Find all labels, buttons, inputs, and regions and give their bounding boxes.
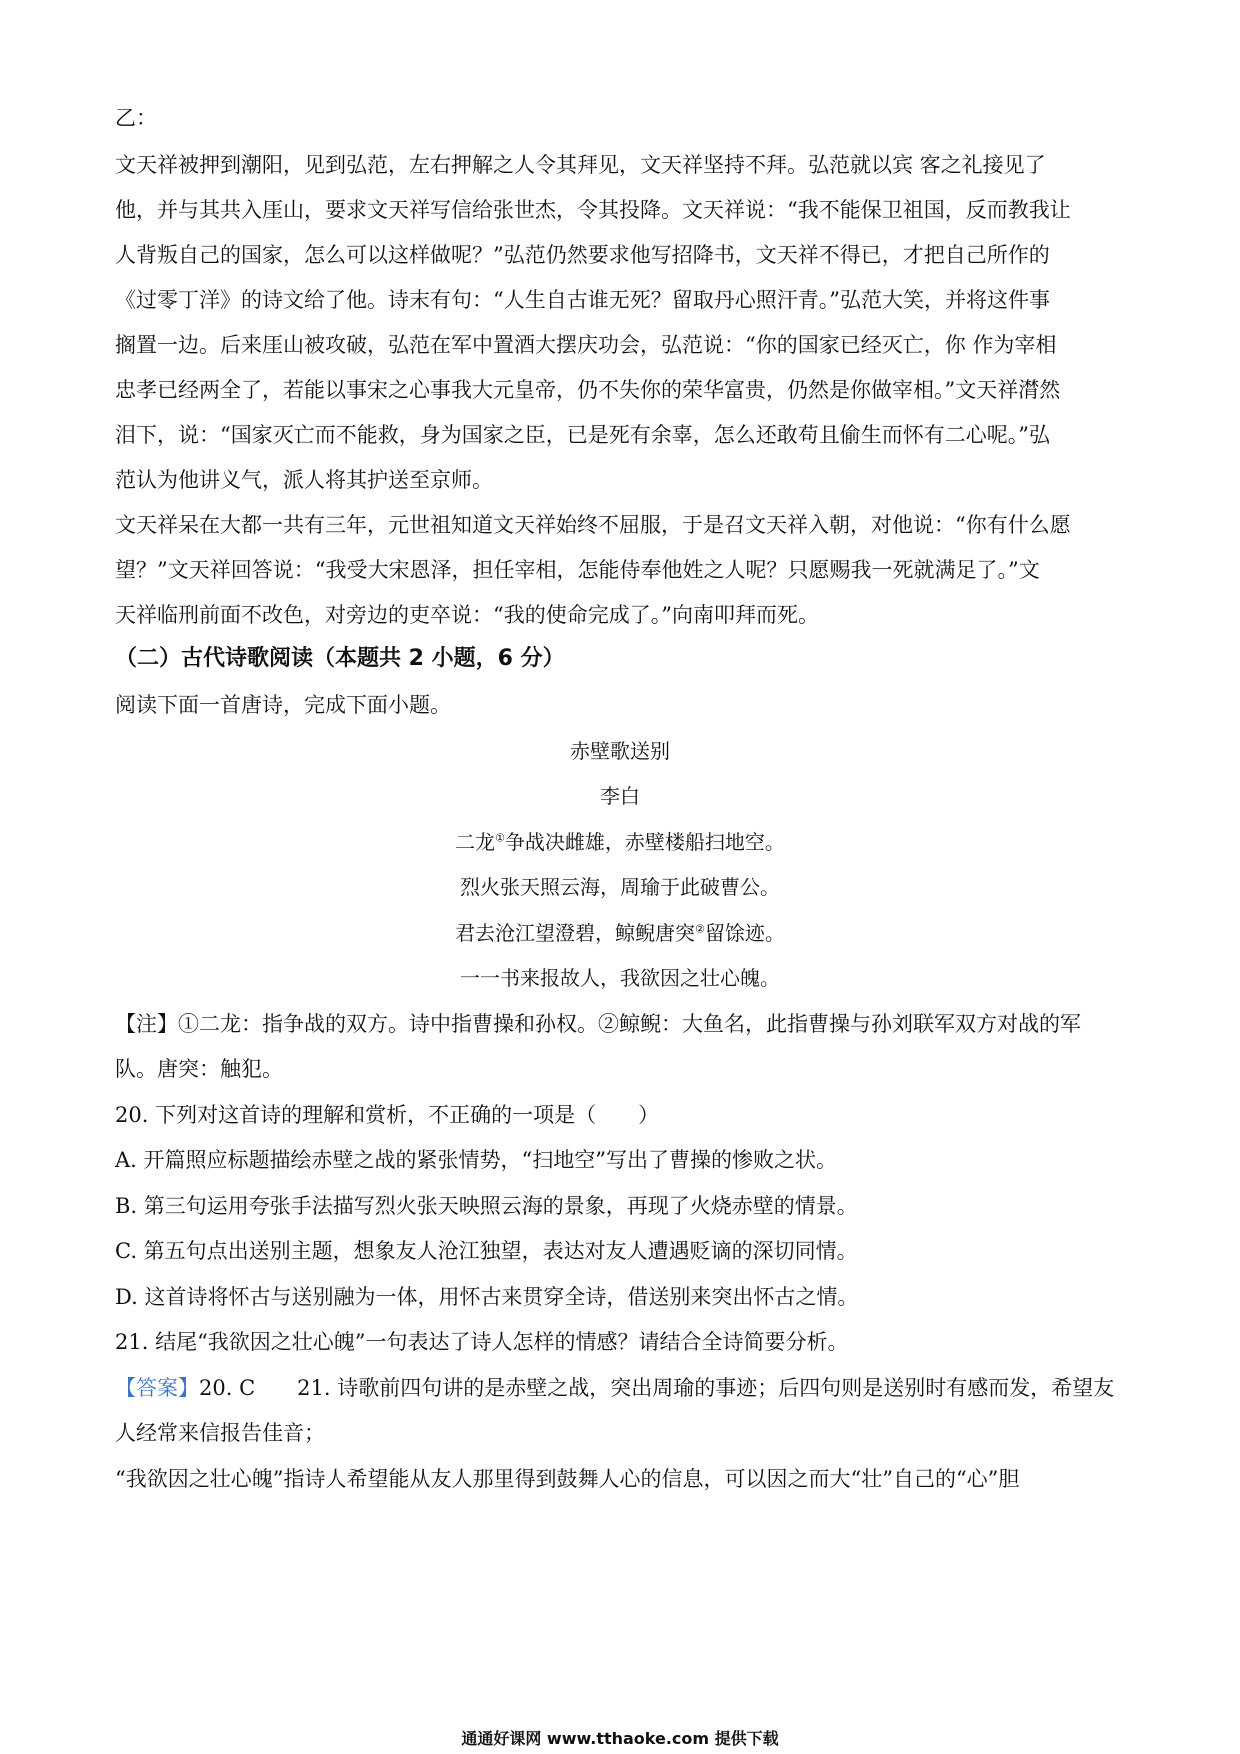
passage-line: 范认为他讲义气，派人将其护送至京师。	[115, 468, 493, 492]
note-line: 【注】①二龙：指争战的双方。诗中指曹操和孙权。②鲸鲵：大鱼名，此指曹操与孙刘联军双方对战的军	[115, 1012, 1081, 1036]
poem-line: 烈火张天照云海，周瑜于此破曹公。	[460, 875, 780, 899]
passage-line: 望？”文天祥回答说：“我受大宋恩泽，担任宰相，怎能侍奉他姓之人呢？只愿赐我一死就满足了。”文	[115, 558, 1040, 582]
passage-line: 天祥临刑前面不改色，对旁边的吏卒说：“我的使命完成了。”向南叩拜而死。	[115, 603, 819, 627]
passage-line: 泪下，说：“国家灭亡而不能救，身为国家之臣，已是死有余辜，怎么还敢苟且偷生而怀有二心呢。”弘	[115, 423, 1050, 447]
answer-tag: 【答案】	[115, 1376, 199, 1400]
footnote-marker: ②	[695, 922, 705, 936]
footer-download-note: 通通好课网 www.tthaoke.com 提供下载	[461, 1729, 779, 1748]
passage-line: 人背叛自己的国家，怎么可以这样做呢？”弘范仍然要求他写招降书，文天祥不得已，才把自己所作的	[115, 243, 1050, 267]
footnote-marker: ①	[495, 831, 505, 845]
passage-line: 搁置一边。后来厓山被攻破，弘范在军中置酒大摆庆功会，弘范说：“你的国家已经灭亡，你 作为宰相	[115, 333, 1057, 357]
poem-line: 一一书来报故人，我欲因之壮心魄。	[460, 966, 780, 990]
passage-line: 文天祥呆在大都一共有三年，元世祖知道文天祥始终不屈服，于是召文天祥入朝，对他说：“你有什么愿	[115, 513, 1071, 537]
option-b: B. 第三句运用夸张手法描写烈火张天映照云海的景象，再现了火烧赤壁的情景。	[115, 1194, 858, 1218]
answer-line: “我欲因之壮心魄”指诗人希望能从友人那里得到鼓舞人心的信息，可以因之而大“壮”自己的“心”胆	[115, 1467, 1020, 1491]
question-20-stem: 20. 下列对这首诗的理解和赏析，不正确的一项是（ ）	[115, 1103, 660, 1127]
section-instruction: 阅读下面一首唐诗，完成下面小题。	[115, 693, 451, 717]
option-c: C. 第五句点出送别主题，想象友人沧江独望，表达对友人遭遇贬谪的深切同情。	[115, 1239, 858, 1263]
poem-author: 李白	[600, 784, 640, 808]
answer-line: 【答案】20. C 21. 诗歌前四句讲的是赤壁之战，突出周瑜的事迹；后四句则是送别时有感而发，希望友	[115, 1376, 1115, 1400]
note-line: 队。唐突：触犯。	[115, 1057, 283, 1081]
question-21-stem: 21. 结尾“我欲因之壮心魄”一句表达了诗人怎样的情感？请结合全诗简要分析。	[115, 1330, 849, 1354]
poem-line: 君去沧江望澄碧，鲸鲵唐突②留馀迹。	[455, 921, 785, 945]
passage-line: 忠孝已经两全了，若能以事宋之心事我大元皇帝，仍不失你的荣华富贵，仍然是你做宰相。”文天祥潸然	[115, 378, 1061, 402]
option-d: D. 这首诗将怀古与送别融为一体，用怀古来贯穿全诗，借送别来突出怀古之情。	[115, 1285, 859, 1309]
passage-line: 《过零丁洋》的诗文给了他。诗末有句：“人生自古谁无死？留取丹心照汗青。”弘范大笑，并将这件事	[115, 288, 1050, 312]
passage-line: 文天祥被押到潮阳，见到弘范，左右押解之人令其拜见，文天祥坚持不拜。弘范就以宾 客之礼接见了	[115, 153, 1046, 177]
poem-title: 赤壁歌送别	[570, 739, 670, 763]
passage-label: 乙：	[115, 106, 157, 130]
poem-line: 二龙①争战决雌雄，赤壁楼船扫地空。	[455, 830, 785, 854]
passage-line: 他，并与其共入厓山，要求文天祥写信给张世杰，令其投降。文天祥说：“我不能保卫祖国，反而教我让	[115, 198, 1071, 222]
section-heading: （二）古代诗歌阅读（本题共 2 小题，6 分）	[115, 646, 565, 671]
answer-line: 人经常来信报告佳音；	[115, 1421, 325, 1445]
option-a: A. 开篇照应标题描绘赤壁之战的紧张情势，“扫地空”写出了曹操的惨败之状。	[115, 1148, 837, 1172]
